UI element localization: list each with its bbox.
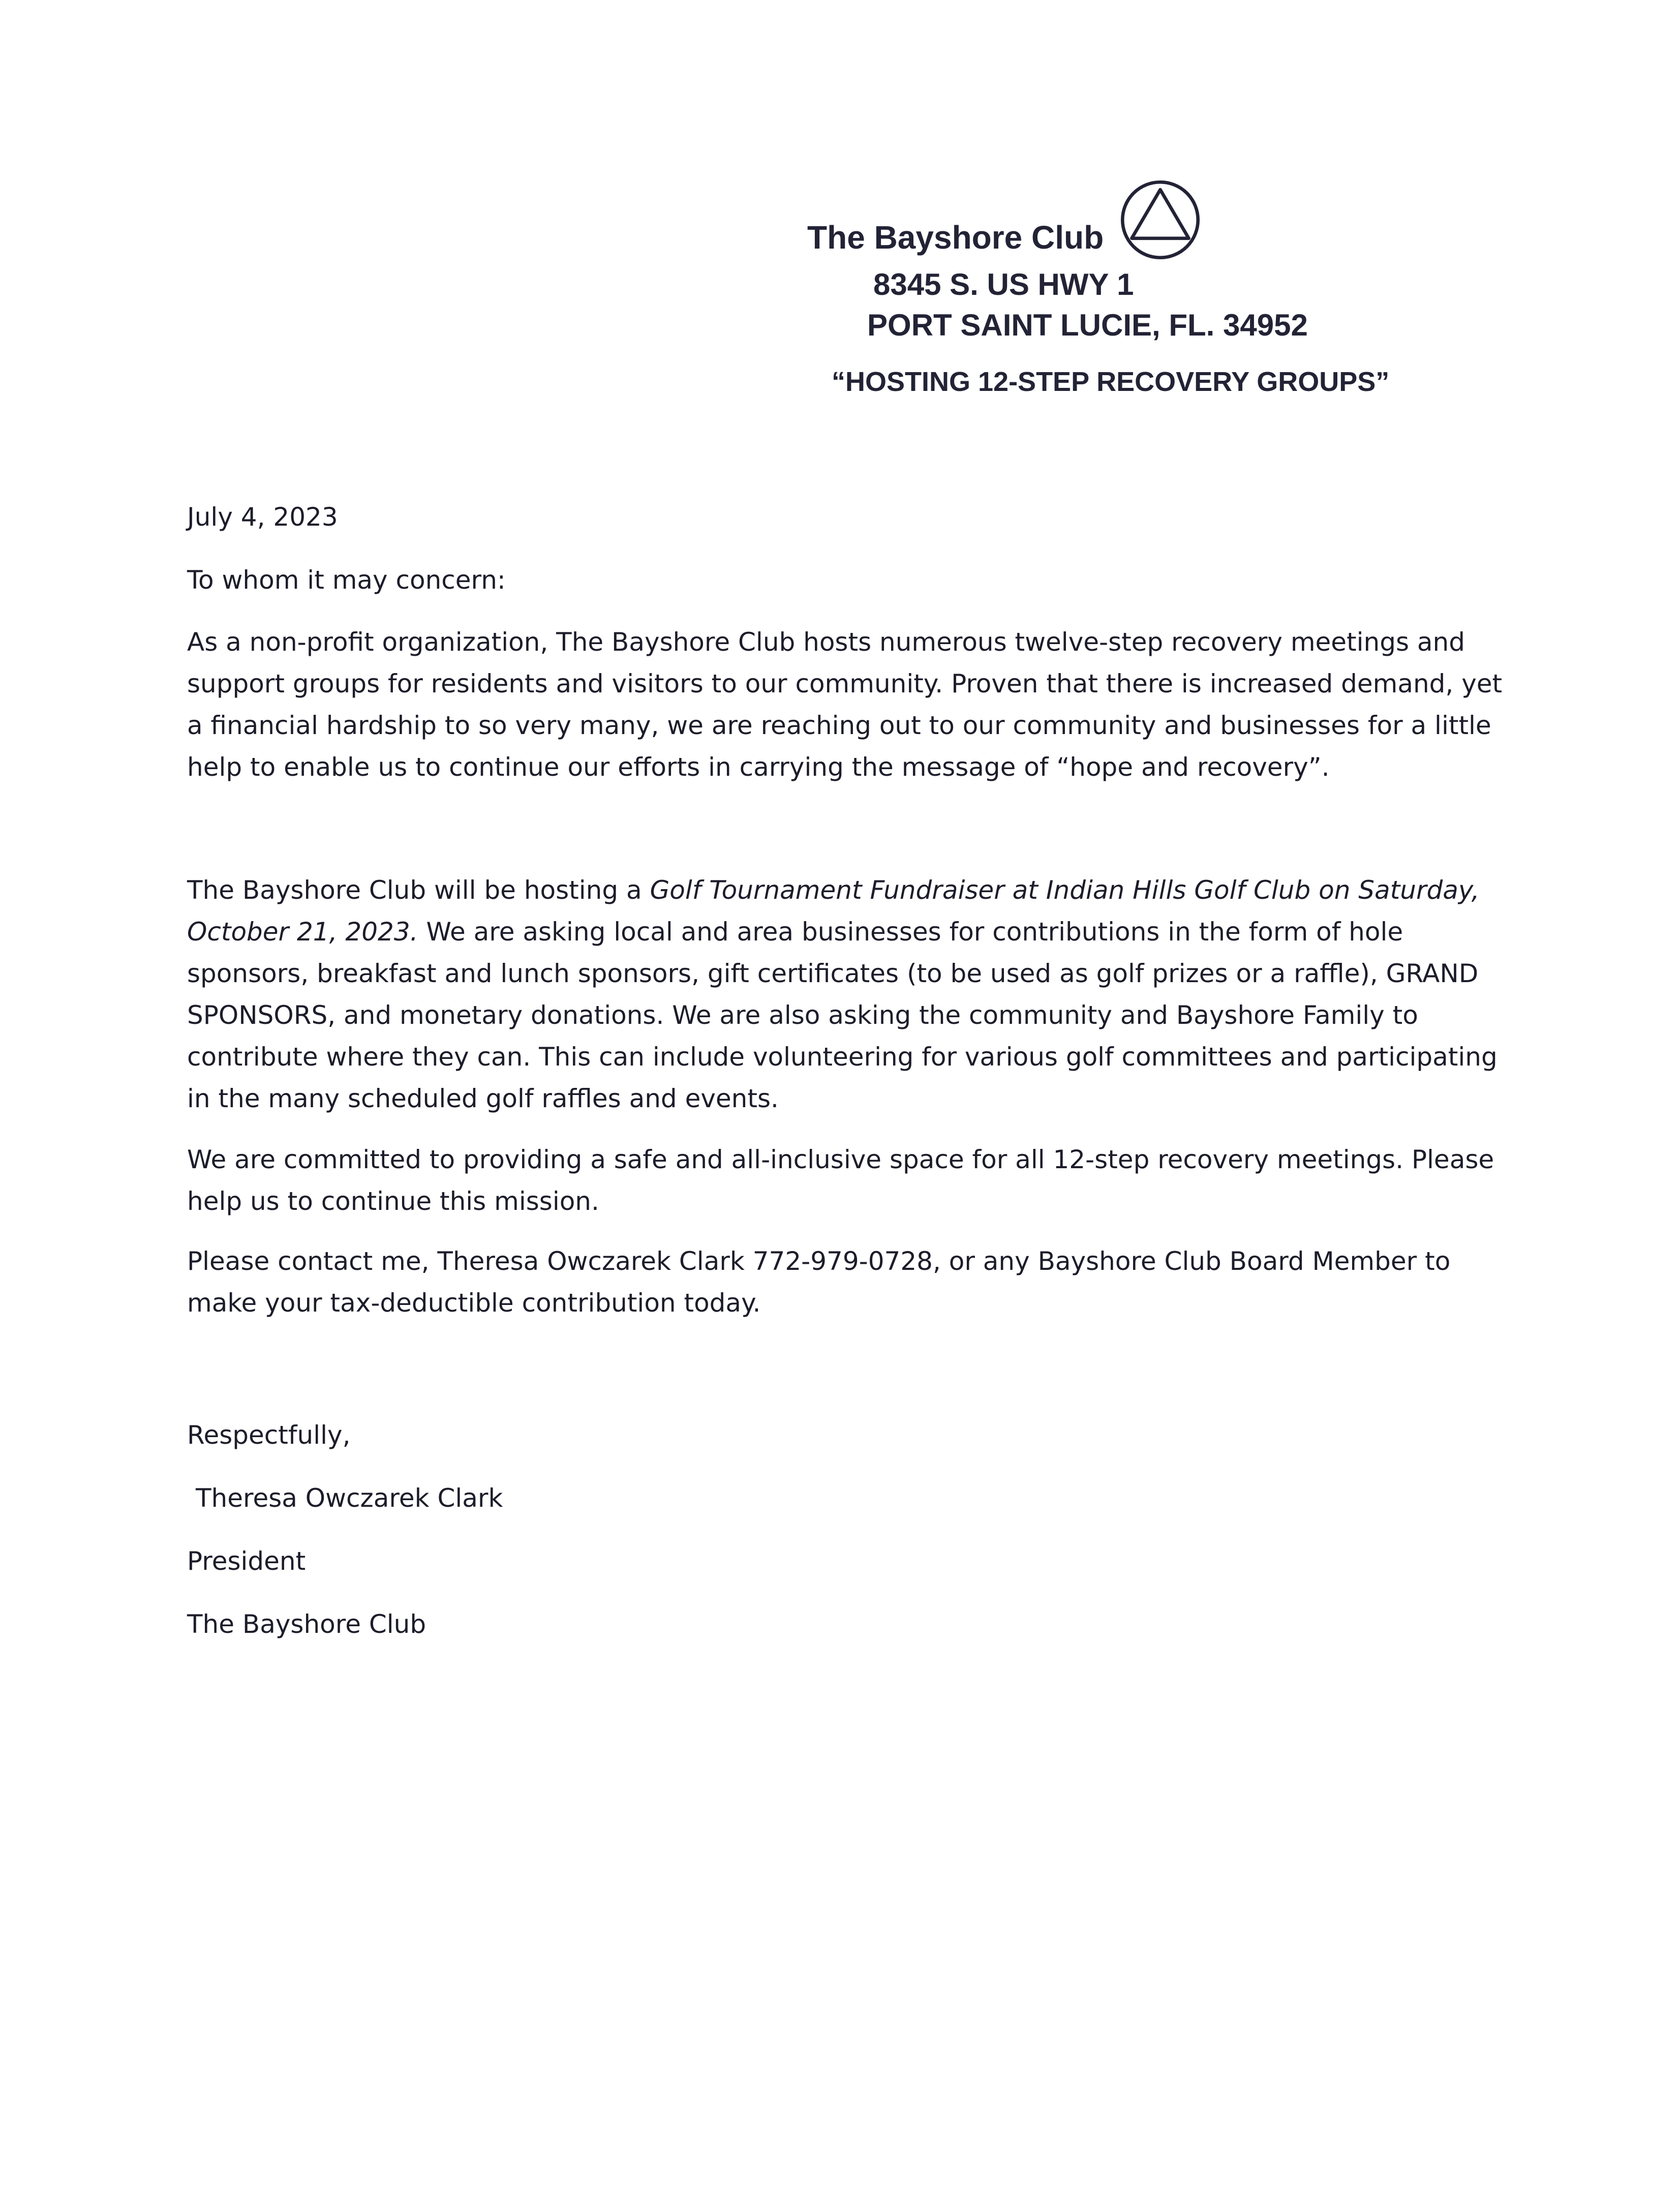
fundraiser-request: We are asking local and area businesses for contributions in the form of hole sponsors, breakfast and lunch sponsors, gift certificates (to be used as golf prizes or a raffle), GRAND SPONSORS, and monetary donations. We are also asking the community and Bayshore Family to contribute where they can. This can include volunteering for various golf committees and participating in the many scheduled golf raffles and events. — [187, 917, 1498, 1113]
letterhead-address-line1: 8345 S. US HWY 1 — [873, 267, 1134, 301]
letterhead-club-name: The Bayshore Club — [807, 219, 1104, 256]
paragraph-contact: Please contact me, Theresa Owczarek Clark 772-979-0728, or any Bayshore Club Board Member to make your tax-deductible contribution today. — [187, 1246, 1451, 1318]
letter-date: July 4, 2023 — [187, 502, 338, 532]
circle-triangle-icon — [1118, 178, 1202, 262]
letter-salutation: To whom it may concern: — [187, 565, 506, 595]
letterhead-motto: “HOSTING 12-STEP RECOVERY GROUPS” — [832, 367, 1390, 397]
fundraiser-event-details: Golf Tournament Fundraiser at Indian Hills Golf Club on Saturday, October 21, 2023. — [187, 875, 1480, 947]
fundraiser-intro: The Bayshore Club will be hosting a — [187, 875, 650, 905]
signer-organization: The Bayshore Club — [187, 1609, 426, 1639]
paragraph-commitment: We are committed to providing a safe and all-inclusive space for all 12-step recovery meetings. Please help us to continue this mission. — [187, 1145, 1494, 1216]
signer-name: Theresa Owczarek Clark — [196, 1483, 503, 1513]
signer-title: President — [187, 1546, 306, 1576]
letter-closing: Respectfully, — [187, 1420, 351, 1450]
letterhead-address-line2: PORT SAINT LUCIE, FL. 34952 — [867, 308, 1308, 342]
paragraph-mission: As a non-profit organization, The Bayshore Club hosts numerous twelve-step recovery meetings and support groups for residents and visitors to our community. Proven that there is increased demand, yet a financial hardship to so very many, we are reaching out to our community and businesses for a little help to enable us to continue our efforts in carrying the message of “hope and recovery”. — [187, 627, 1503, 782]
paragraph-fundraiser — [187, 869, 1509, 1119]
